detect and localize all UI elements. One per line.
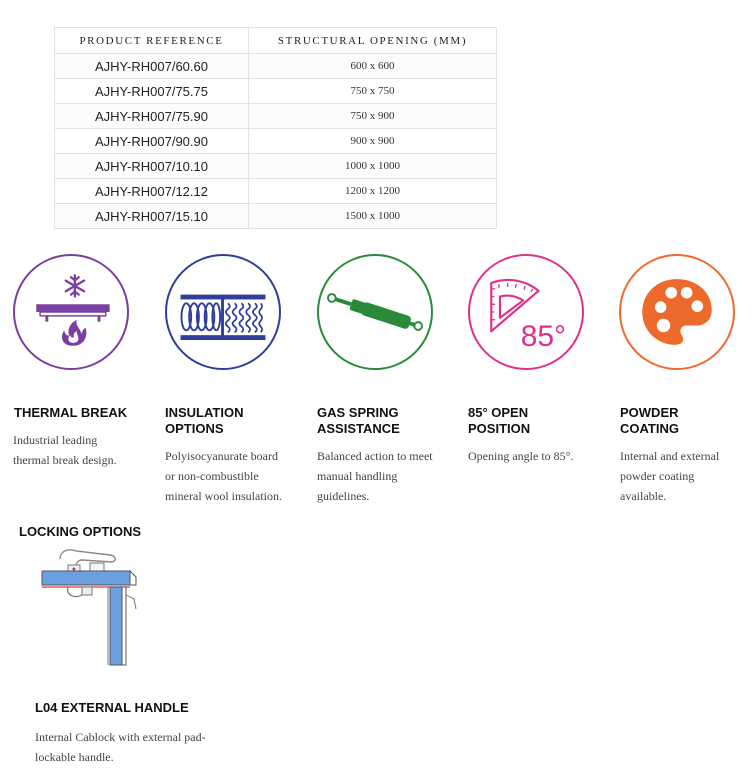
open-position-title: 85° OPEN POSITION bbox=[468, 405, 531, 436]
table-row bbox=[55, 54, 497, 79]
product-reference-cell: AJHY-RH007/15.10 bbox=[55, 204, 249, 229]
thermal-break-description: Industrial leading thermal break design. bbox=[13, 433, 117, 467]
gas-spring-description: Balanced action to meet manual handling guidelines. bbox=[317, 449, 433, 503]
structural-opening-cell: 900 x 900 bbox=[249, 129, 497, 154]
gas-spring-icon bbox=[319, 256, 431, 368]
structural-opening-cell: 750 x 900 bbox=[249, 104, 497, 129]
product-reference-cell: AJHY-RH007/60.60 bbox=[55, 54, 249, 79]
insulation-title: INSULATION OPTIONS bbox=[165, 405, 244, 436]
product-reference-cell: AJHY-RH007/12.12 bbox=[55, 179, 249, 204]
handle-diagram-icon bbox=[38, 547, 146, 669]
table-row bbox=[55, 104, 497, 129]
thermal-break-badge bbox=[13, 254, 129, 370]
powder-coating-title: POWDER COATING bbox=[620, 405, 679, 436]
snowflake-flame-icon bbox=[15, 256, 127, 368]
structural-opening-cell: 750 x 750 bbox=[249, 79, 497, 104]
insulation-icon bbox=[167, 256, 279, 368]
structural-opening-cell: 1000 x 1000 bbox=[249, 154, 497, 179]
structural-opening-cell: 1200 x 1200 bbox=[249, 179, 497, 204]
paint-palette-icon bbox=[621, 256, 733, 368]
thermal-break-title: THERMAL BREAK bbox=[14, 405, 128, 420]
gas-spring-badge bbox=[317, 254, 433, 370]
table-row bbox=[55, 129, 497, 154]
column-header-structural-opening: STRUCTURAL OPENING (MM) bbox=[249, 28, 497, 54]
angle-label: 85° bbox=[520, 319, 567, 353]
table-row bbox=[55, 179, 497, 204]
powder-coating-description: Internal and external powder coating available. bbox=[620, 449, 720, 503]
structural-opening-cell: 600 x 600 bbox=[249, 54, 497, 79]
open-position-description: Opening angle to 85°. bbox=[468, 449, 574, 463]
locking-options-title: LOCKING OPTIONS bbox=[19, 524, 142, 539]
product-reference-cell: AJHY-RH007/90.90 bbox=[55, 129, 249, 154]
table-row bbox=[55, 204, 497, 229]
external-handle-title: L04 EXTERNAL HANDLE bbox=[35, 700, 189, 715]
insulation-badge bbox=[165, 254, 281, 370]
protractor-icon bbox=[470, 256, 582, 368]
product-reference-cell: AJHY-RH007/75.90 bbox=[55, 104, 249, 129]
table-row bbox=[55, 154, 497, 179]
product-spec-table bbox=[54, 27, 497, 229]
powder-coating-badge bbox=[619, 254, 735, 370]
product-reference-cell: AJHY-RH007/75.75 bbox=[55, 79, 249, 104]
column-header-product-reference: PRODUCT REFERENCE bbox=[55, 28, 249, 54]
structural-opening-cell: 1500 x 1000 bbox=[249, 204, 497, 229]
external-handle-description: Internal Cablock with external pad- lockable handle. bbox=[35, 730, 206, 764]
table-header-row bbox=[55, 28, 497, 54]
product-reference-cell: AJHY-RH007/10.10 bbox=[55, 154, 249, 179]
gas-spring-title: GAS SPRING ASSISTANCE bbox=[317, 405, 400, 436]
insulation-description: Polyisocyanurate board or non-combustible mineral wool insulation. bbox=[165, 449, 282, 503]
open-position-badge bbox=[468, 254, 584, 370]
table-row bbox=[55, 79, 497, 104]
